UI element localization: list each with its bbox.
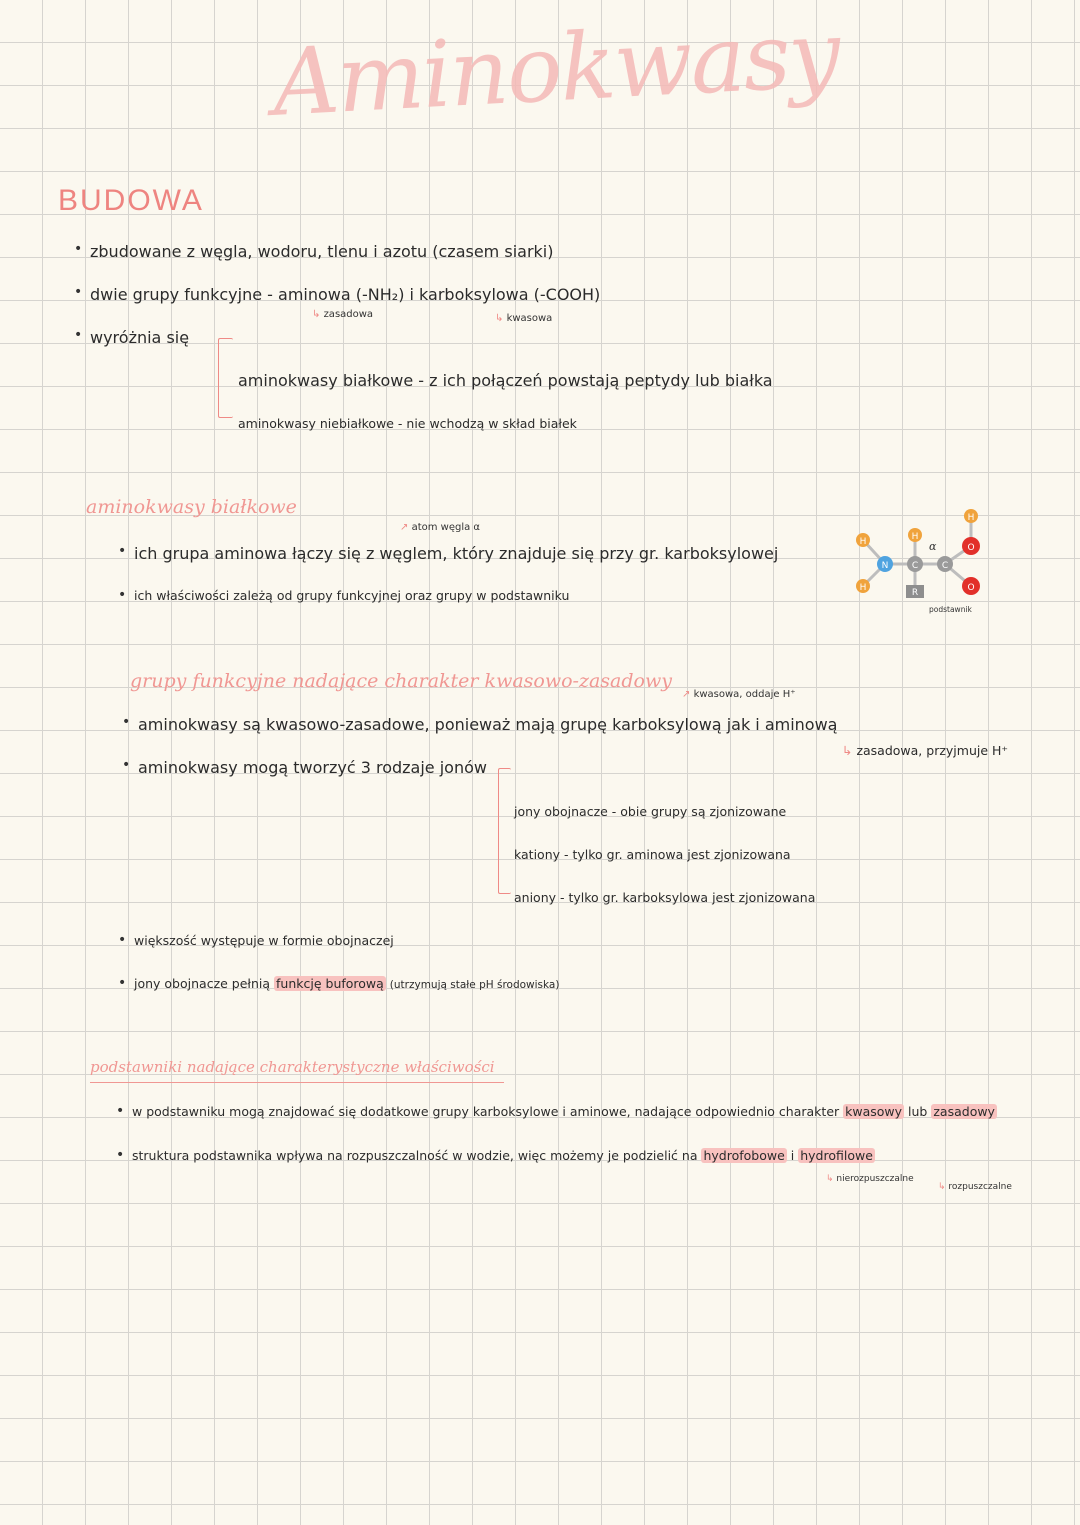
heading-underline — [90, 1082, 504, 1083]
note-alpha-carbon: ↗ atom węgla α — [400, 522, 481, 533]
budowa-bullet-distinguish: • wyróżnia się — [90, 328, 189, 347]
atom-h-alpha — [908, 528, 922, 542]
budowa-bullet-functional-groups: • dwie grupy funkcyjne - aminowa (-NH₂) i karboksylowa (-COOH) — [90, 285, 600, 304]
highlight-basic: zasadowy — [933, 1104, 995, 1119]
section-heading-budowa: BUDOWA — [58, 184, 204, 217]
substituent-label: podstawnik — [929, 605, 972, 614]
note-zasadowa: ↳ zasadowa — [312, 309, 374, 320]
branch-protein-amino-acids: aminokwasy białkowe - z ich połączeń powstają peptydy lub białka — [238, 371, 773, 390]
atom-o-1 — [962, 537, 980, 555]
podstawniki-bullet-solubility: • struktura podstawnika wpływa na rozpuszczalność w wodzie, więc możemy je podzielić na hydrofobowe i hydrofilowe — [132, 1148, 875, 1163]
atom-h-2 — [856, 579, 870, 593]
svg-text:R: R — [911, 588, 919, 598]
note-kwasowa: ↳ kwasowa — [495, 313, 553, 324]
section-heading-bialkowe: aminokwasy białkowe — [86, 496, 297, 518]
highlight-acidic: kwasowy — [845, 1104, 903, 1119]
highlight-buffer-function: funkcję buforową — [276, 976, 384, 991]
section-heading-podstawniki: podstawniki nadające charakterystyczne właściwości — [90, 1058, 495, 1076]
atom-h-carboxyl — [964, 509, 978, 523]
grupy-bullet-acid-base: • aminokwasy są kwasowo-zasadowe, ponieważ mają grupę karboksylową jak i aminową — [138, 715, 837, 734]
grupy-bullet-majority: • większość występuje w formie obojnaczej — [134, 933, 394, 948]
svg-text:H: H — [911, 532, 919, 542]
svg-text:C: C — [911, 561, 919, 571]
svg-text:O: O — [967, 543, 975, 553]
grupy-bullet-ions: • aminokwasy mogą tworzyć 3 rodzaje jonów — [138, 758, 487, 777]
svg-text:N: N — [881, 561, 889, 571]
highlight-hydrophilic: hydrofilowe — [800, 1148, 873, 1163]
ion-cation: kationy - tylko gr. aminowa jest zjonizowana — [514, 847, 791, 862]
atom-c-alpha — [907, 556, 923, 572]
substituent-r — [906, 585, 924, 598]
svg-text:C: C — [941, 561, 949, 571]
atom-n — [877, 556, 893, 572]
svg-text:H: H — [967, 513, 975, 523]
note-acidic-donates-h: ↗ kwasowa, oddaje H⁺ — [682, 689, 796, 700]
alpha-label: α — [929, 540, 937, 553]
note-basic-accepts-h: ↳ zasadowa, przyjmuje H⁺ — [842, 743, 1008, 758]
ion-anion: aniony - tylko gr. karboksylowa jest zjonizowana — [514, 890, 816, 905]
bracket-budowa — [218, 338, 233, 418]
grupy-bullet-buffer: • jony obojnacze pełnią funkcję buforową (utrzymują stałe pH środowiska) — [134, 976, 559, 991]
ion-zwitterion: jony obojnacze - obie grupy są zjonizowane — [514, 804, 787, 819]
page-title: Aminokwasy — [270, 0, 842, 137]
bialkowe-bullet-properties: • ich właściwości zależą od grupy funkcyjnej oraz grupy w podstawniku — [134, 588, 569, 603]
atom-c-carboxyl — [937, 556, 953, 572]
bialkowe-bullet-amino-group: • ich grupa aminowa łączy się z węglem, który znajduje się przy gr. karboksylowej — [134, 544, 778, 563]
atom-o-2 — [962, 577, 980, 595]
svg-text:O: O — [967, 583, 975, 593]
atom-h-1 — [856, 533, 870, 547]
svg-text:H: H — [859, 537, 867, 547]
highlight-hydrophobic: hydrofobowe — [703, 1148, 785, 1163]
section-heading-grupy: grupy funkcyjne nadające charakter kwasowo-zasadowy — [130, 670, 672, 692]
branch-nonprotein-amino-acids: aminokwasy niebiałkowe - nie wchodzą w skład białek — [238, 416, 577, 431]
podstawniki-bullet-groups: • w podstawniku mogą znajdować się dodatkowe grupy karboksylowe i aminowe, nadające odpowiednio charakter kwasowy lub zasadowy — [132, 1104, 997, 1119]
note-insoluble: ↳ nierozpuszczalne — [826, 1174, 914, 1184]
amino-acid-molecule — [845, 500, 1005, 620]
budowa-bullet-elements: • zbudowane z węgla, wodoru, tlenu i azotu (czasem siarki) — [90, 242, 553, 261]
note-soluble: ↳ rozpuszczalne — [938, 1182, 1012, 1192]
bracket-ions — [498, 768, 511, 894]
svg-text:H: H — [859, 583, 867, 593]
